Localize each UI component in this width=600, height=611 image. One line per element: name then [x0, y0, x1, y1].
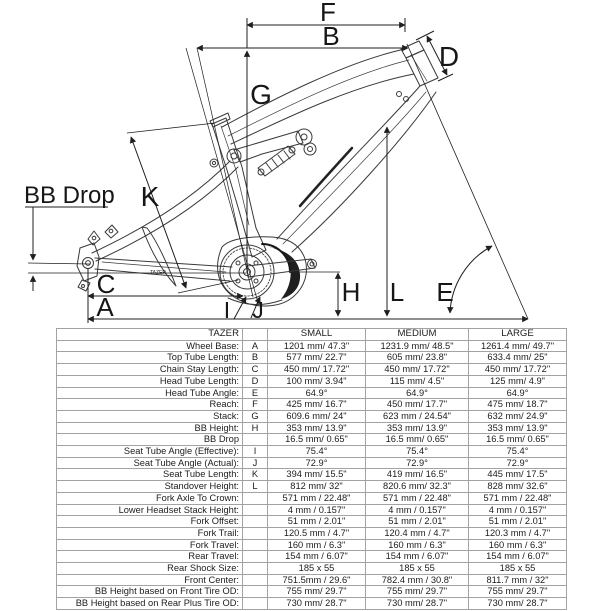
row-medium-value: 820.6 mm/ 32.3": [366, 481, 469, 493]
row-medium-value: 419 mm/ 16.5": [366, 469, 469, 481]
row-medium-value: 623 mm / 24.54": [366, 410, 469, 422]
row-letter: E: [243, 387, 268, 399]
row-label: Rear Shock Size:: [57, 563, 243, 575]
row-medium-value: 755 mm/ 29.7": [366, 586, 469, 598]
row-label: Top Tube Length:: [57, 352, 243, 364]
row-large-value: 450 mm/ 17.72": [469, 364, 567, 376]
table-row: [57, 539, 567, 551]
row-large-value: 811.7 mm / 32": [469, 574, 567, 586]
row-small-value: 577 mm/ 22.7": [268, 352, 366, 364]
row-large-value: 571 mm / 22.48": [469, 492, 567, 504]
row-large-value: 75.4°: [469, 446, 567, 458]
label-wheelbase-a: A: [96, 292, 114, 322]
row-medium-value: 450 mm/ 17.72": [366, 364, 469, 376]
row-letter: [243, 563, 268, 575]
label-headangle-e: E: [436, 277, 454, 307]
table-row: [57, 410, 567, 422]
label-toptube-b: B: [322, 21, 340, 51]
row-label: Rear Travel:: [57, 551, 243, 563]
table-header-small: SMALL: [268, 329, 366, 341]
table-row: [57, 457, 567, 469]
table-row: [57, 527, 567, 539]
row-letter: [243, 574, 268, 586]
row-medium-value: 782.4 mm / 30.8": [366, 574, 469, 586]
table-header-letter: [243, 329, 268, 341]
row-large-value: 185 x 55: [469, 563, 567, 575]
row-small-value: 425 mm/ 16.7": [268, 399, 366, 411]
label-chainstay-c: C: [96, 269, 116, 299]
row-letter: G: [243, 410, 268, 422]
row-letter: C: [243, 364, 268, 376]
row-large-value: 64.9°: [469, 387, 567, 399]
table-row: [57, 551, 567, 563]
row-label: Seat Tube Length:: [57, 469, 243, 481]
row-small-value: 100 mm/ 3.94": [268, 375, 366, 387]
row-letter: D: [243, 375, 268, 387]
row-letter: [243, 551, 268, 563]
row-medium-value: 4 mm / 0.157": [366, 504, 469, 516]
row-large-value: 125 mm/ 4.9": [469, 375, 567, 387]
row-small-value: 812 mm/ 32": [268, 481, 366, 493]
geometry-table-body: [57, 340, 567, 609]
row-medium-value: 605 mm/ 23.8": [366, 352, 469, 364]
row-large-value: 632 mm/ 24.9": [469, 410, 567, 422]
row-small-value: 730 mm/ 28.7": [268, 598, 366, 610]
table-row: [57, 434, 567, 446]
label-bb-drop: BB Drop: [24, 182, 115, 209]
table-row: [57, 586, 567, 598]
steering-axis: [407, 44, 528, 319]
row-small-value: 571 mm / 22.48": [268, 492, 366, 504]
row-medium-value: 154 mm / 6.07": [366, 551, 469, 563]
row-letter: [243, 527, 268, 539]
row-large-value: 755 mm/ 29.7": [469, 586, 567, 598]
row-large-value: 445 mm/ 17.5": [469, 469, 567, 481]
row-letter: [243, 504, 268, 516]
row-letter: [243, 434, 268, 446]
label-reach-f: F: [320, 0, 336, 27]
row-label: Standover Height:: [57, 481, 243, 493]
row-letter: [243, 598, 268, 610]
table-row: [57, 574, 567, 586]
row-large-value: 16.5 mm/ 0.65": [469, 434, 567, 446]
row-letter: [243, 516, 268, 528]
row-letter: [243, 539, 268, 551]
swingarm-brace: [142, 227, 176, 286]
table-header-brand: TAZER: [57, 329, 243, 341]
row-medium-value: 571 mm / 22.48": [366, 492, 469, 504]
row-medium-value: 185 x 55: [366, 563, 469, 575]
battery-edge: [300, 148, 352, 206]
row-letter: H: [243, 422, 268, 434]
row-label: BB Height based on Rear Plus Tire OD:: [57, 598, 243, 610]
row-medium-value: 64.9°: [366, 387, 469, 399]
table-row: [57, 364, 567, 376]
row-medium-value: 353 mm/ 13.9": [366, 422, 469, 434]
table-row: [57, 422, 567, 434]
row-large-value: 1261.4 mm/ 49.7": [469, 340, 567, 352]
table-row: [57, 504, 567, 516]
row-large-value: 72.9°: [469, 457, 567, 469]
row-large-value: 154 mm / 6.07": [469, 551, 567, 563]
chainstay-tube: [95, 258, 232, 267]
row-medium-value: 120.4 mm / 4.7": [366, 527, 469, 539]
row-large-value: 120.3 mm / 4.7": [469, 527, 567, 539]
table-row: [57, 399, 567, 411]
row-small-value: 751.5mm / 29.6": [268, 574, 366, 586]
label-headtube-d: D: [438, 41, 460, 72]
row-label: Stack:: [57, 410, 243, 422]
row-small-value: 609.6 mm/ 24": [268, 410, 366, 422]
row-large-value: 475 mm/ 18.7": [469, 399, 567, 411]
row-letter: L: [243, 481, 268, 493]
row-medium-value: 730 mm/ 28.7": [366, 598, 469, 610]
row-small-value: 4 mm / 0.157": [268, 504, 366, 516]
row-letter: I: [243, 446, 268, 458]
row-small-value: 51 mm / 2.01": [268, 516, 366, 528]
row-medium-value: 115 mm/ 4.5": [366, 375, 469, 387]
row-small-value: 64.9°: [268, 387, 366, 399]
row-label: Fork Trail:: [57, 527, 243, 539]
table-row: [57, 563, 567, 575]
row-letter: K: [243, 469, 268, 481]
row-letter: J: [243, 457, 268, 469]
row-label: Fork Travel:: [57, 539, 243, 551]
table-row: [57, 492, 567, 504]
row-label: BB Height:: [57, 422, 243, 434]
table-row: [57, 516, 567, 528]
row-small-value: 450 mm/ 17.72": [268, 364, 366, 376]
table-row: [57, 481, 567, 493]
row-medium-value: 450 mm/ 17.7": [366, 399, 469, 411]
row-label: Wheel Base:: [57, 340, 243, 352]
row-label: BB Height based on Front Tire OD:: [57, 586, 243, 598]
table-row: [57, 375, 567, 387]
row-label: Fork Axle To Crown:: [57, 492, 243, 504]
table-row: [57, 352, 567, 364]
row-label: Seat Tube Angle (Effective):: [57, 446, 243, 458]
label-sta-effective-i: I: [223, 297, 231, 323]
label-sta-actual-j: J: [252, 297, 264, 323]
row-label: Head Tube Angle:: [57, 387, 243, 399]
row-medium-value: 160 mm / 6.3": [366, 539, 469, 551]
table-row: [57, 340, 567, 352]
row-large-value: 730 mm/ 28.7": [469, 598, 567, 610]
row-small-value: 16.5 mm/ 0.65": [268, 434, 366, 446]
row-medium-value: 1231.9 mm/ 48.5": [366, 340, 469, 352]
row-small-value: 185 x 55: [268, 563, 366, 575]
row-small-value: 72.9°: [268, 457, 366, 469]
label-standover-l: L: [389, 277, 405, 307]
row-small-value: 394 mm/ 15.5": [268, 469, 366, 481]
row-small-value: 120.5 mm / 4.7": [268, 527, 366, 539]
row-letter: B: [243, 352, 268, 364]
row-medium-value: 75.4°: [366, 446, 469, 458]
row-medium-value: 51 mm / 2.01": [366, 516, 469, 528]
row-large-value: 51 mm / 2.01": [469, 516, 567, 528]
rocker-link: [234, 131, 303, 162]
row-large-value: 4 mm / 0.157": [469, 504, 567, 516]
frame-logo: TAZER: [150, 270, 167, 276]
row-label: Chain Stay Length:: [57, 364, 243, 376]
table-row: [57, 387, 567, 399]
table-header-row: [57, 329, 567, 341]
row-label: Front Center:: [57, 574, 243, 586]
label-stack-g: G: [250, 79, 272, 110]
row-label: Fork Offset:: [57, 516, 243, 528]
row-small-value: 160 mm / 6.3": [268, 539, 366, 551]
row-large-value: 828 mm/ 32.6": [469, 481, 567, 493]
row-small-value: 353 mm/ 13.9": [268, 422, 366, 434]
row-small-value: 154 mm / 6.07": [268, 551, 366, 563]
row-label: Lower Headset Stack Height:: [57, 504, 243, 516]
down-tube: [277, 86, 420, 239]
row-letter: [243, 586, 268, 598]
row-label: Reach:: [57, 399, 243, 411]
row-small-value: 1201 mm/ 47.3": [268, 340, 366, 352]
table-row: [57, 598, 567, 610]
row-large-value: 353 mm/ 13.9": [469, 422, 567, 434]
label-bbheight-h: H: [341, 277, 361, 307]
row-medium-value: 72.9°: [366, 457, 469, 469]
table-row: [57, 446, 567, 458]
row-label: Head Tube Length:: [57, 375, 243, 387]
label-seattube-k: K: [140, 181, 160, 212]
row-letter: A: [243, 340, 268, 352]
row-label: BB Drop: [57, 434, 243, 446]
table-row: [57, 469, 567, 481]
row-medium-value: 16.5 mm/ 0.65": [366, 434, 469, 446]
row-small-value: 755 mm/ 29.7": [268, 586, 366, 598]
row-small-value: 75.4°: [268, 446, 366, 458]
table-header-large: LARGE: [469, 329, 567, 341]
row-large-value: 160 mm / 6.3": [469, 539, 567, 551]
row-letter: F: [243, 399, 268, 411]
row-large-value: 633.4 mm/ 25": [469, 352, 567, 364]
table-header-medium: MEDIUM: [366, 329, 469, 341]
row-letter: [243, 492, 268, 504]
geometry-table: [56, 328, 567, 610]
row-label: Seat Tube Angle (Actual):: [57, 457, 243, 469]
